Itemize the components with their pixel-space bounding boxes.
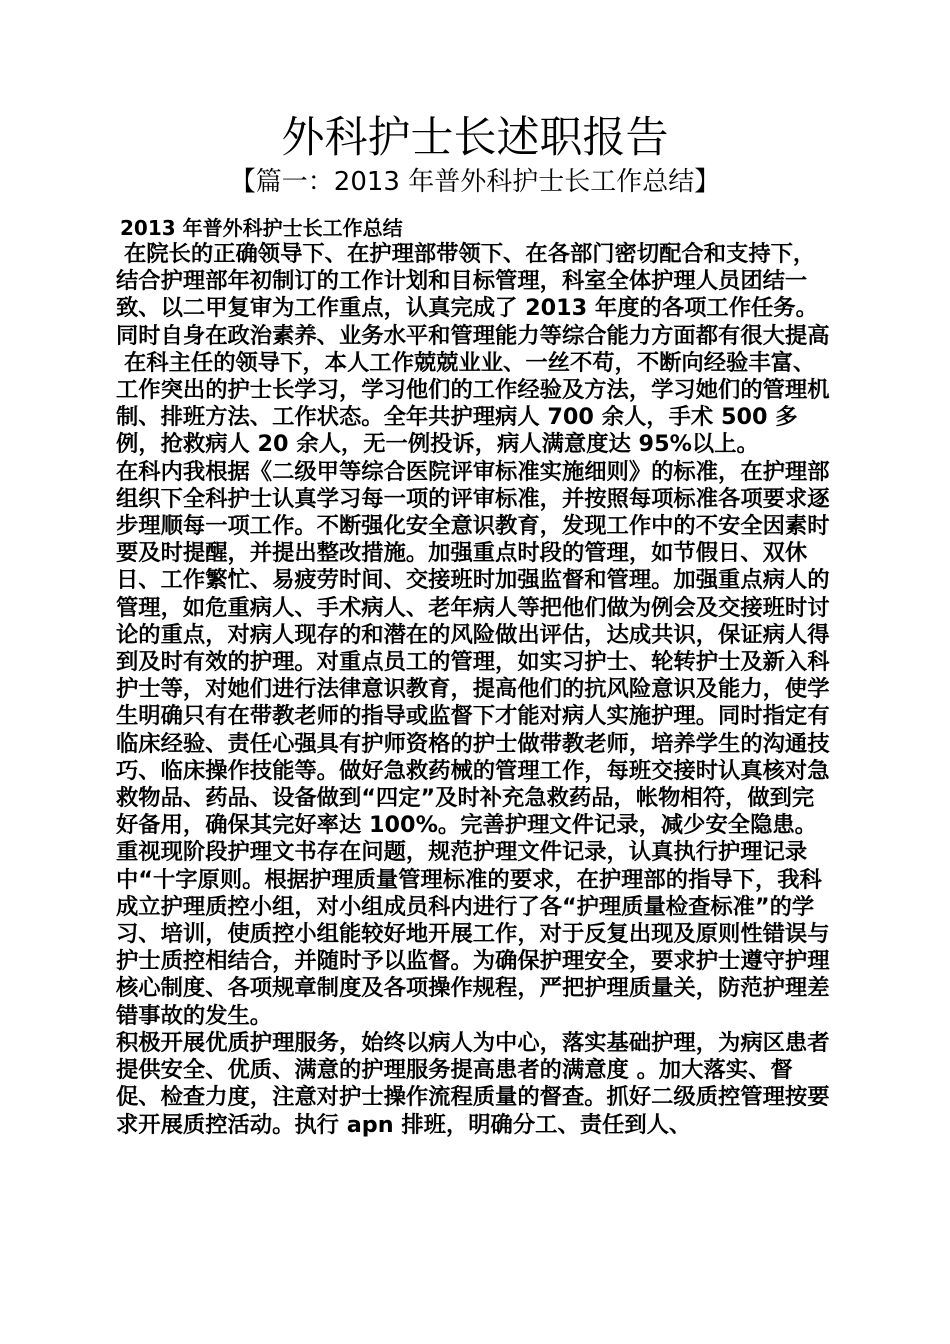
document-subtitle: 【篇一：2013 年普外科护士长工作总结】 [229, 167, 721, 197]
paragraph: 积极开展优质护理服务，始终以病人为中心，落实基础护理，为病区患者提供安全、优质、满意的护理服务提高患者的满意度 。加大落实、督促、检查力度，注意对护士操作流程质量的督查。抓好二级质控管理按要求开展质控活动。执行 apn 排班，明确分工、责任到人、 [116, 1029, 830, 1138]
body-text [116, 241, 836, 1139]
paragraph: 在科主任的领导下，本人工作兢兢业业、一丝不苟，不断向经验丰富、工作突出的护士长学习，学习他们的工作经验及方法，学习她们的管理机制、排班方法、工作状态。全年共护理病人 700 余人，手术 500 多例，抢救病人 20 余人，无一例投诉，病人满意度达 95%以上。 [116, 349, 830, 458]
paragraph: 在院长的正确领导下、在护理部带领下、在各部门密切配合和支持下，结合护理部年初制订的工作计划和目标管理，科室全体护理人员团结一致、以二甲复审为工作重点，认真完成了 2013 年度的各项工作任务。同时自身在政治素养、业务水平和管理能力等综合能力方面都有很大提高 [116, 241, 830, 349]
document-title: 外科护士长述职报告 [281, 113, 669, 163]
section-heading: 2013 年普外科护士长工作总结 [120, 216, 403, 240]
paragraph: 在科内我根据《二级甲等综合医院评审标准实施细则》的标准，在护理部组织下全科护士认真学习每一项的评审标准，并按照每项标准各项要求逐步理顺每一项工作。不断强化安全意识教育，发现工作中的不安全因素时要及时提醒，并提出整改措施。加强重点时段的管理，如节假日、双休日、工作繁忙、易疲劳时间、交接班时加强监督和管理。加强重点病人的管理，如危重病人、手术病人、老年病人等把他们做为例会及交接班时讨论的重点，对病人现存的和潜在的风险做出评估，达成共识，保证病人得到及时有效的护理。对重点员工的管理，如实习护士、轮转护士及新入科护士等，对她们进行法律意识教育，提高他们的抗风险意识及能力，使学生明确只有在带教老师的指导或监督下才能对病人实施护理。同时指定有临床经验、责任心强具有护师资格的护士做带教老师，培养学生的沟通技巧、临床操作技能等。做好急救药械的管理工作，每班交接时认真核对急救物品、药品、设备做到“四定”及时补充急救药品，帐物相符，做到完好备用，确保其完好率达 100%。完善护理文件记录，减少安全隐患。重视现阶段护理文书存在问题，规范护理文件记录，认真执行护理记录中“十字原则。根据护理质量管理标准的要求，在护理部的指导下，我科成立护理质控小组，对小组成员科内进行了各“护理质量检查标准”的学习、培训，使质控小组能较好地开展工作，对于反复出现及原则性错误与护士质控相结合，并随时予以监督。为确保护理安全，要求护士遵守护理核心制度、各项规章制度及各项操作规程，严把护理质量关，防范护理差错事故的发生。 [116, 458, 830, 1029]
